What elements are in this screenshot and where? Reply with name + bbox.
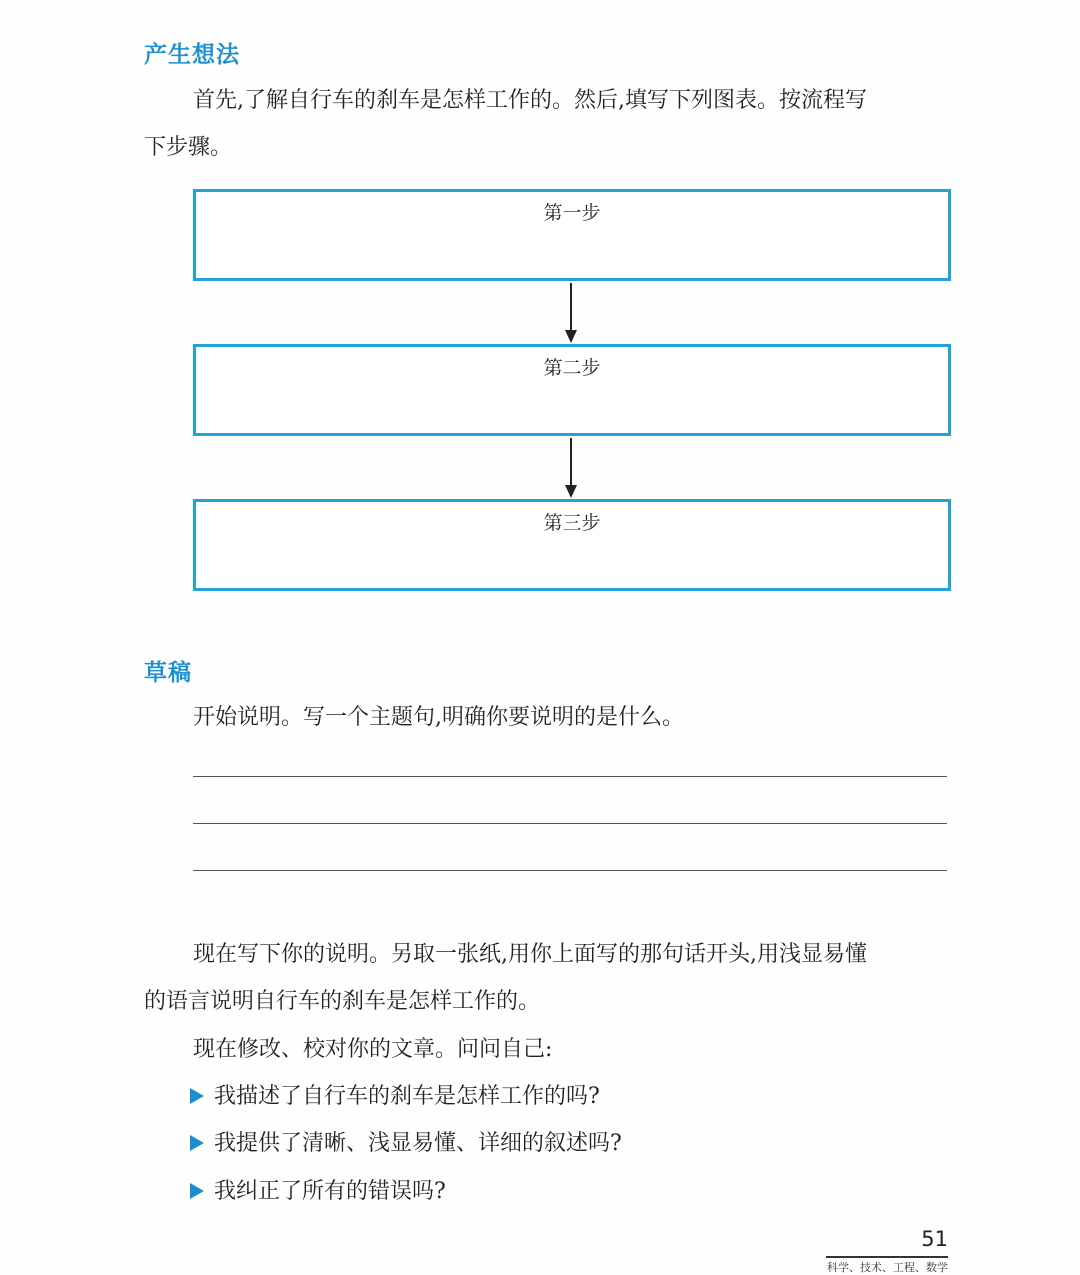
page-number: 51 xyxy=(921,1227,948,1251)
draft-paragraph-line1: 现在写下你的说明。另取一张纸,用你上面写的那句话开头,用浅显易懂 xyxy=(193,942,867,967)
flow-step-box-2[interactable] xyxy=(193,344,951,436)
checklist-text: 我描述了自行车的刹车是怎样工作的吗? xyxy=(214,1084,600,1109)
heading-draft: 草稿 xyxy=(144,660,192,686)
flow-step-box-3[interactable] xyxy=(193,499,951,591)
flow-step-label: 第三步 xyxy=(543,512,601,534)
footer-book-title: 科学、技术、工程、数学 xyxy=(827,1261,948,1274)
checklist-text: 我提供了清晰、浅显易懂、详细的叙述吗? xyxy=(214,1131,622,1156)
draft-instruction: 开始说明。写一个主题句,明确你要说明的是什么。 xyxy=(193,705,684,730)
checklist-item xyxy=(190,1073,600,1120)
triangle-bullet-icon xyxy=(190,1183,204,1199)
draft-paragraph-line2: 的语言说明自行车的刹车是怎样工作的。 xyxy=(144,989,541,1014)
writing-line-1[interactable] xyxy=(193,776,947,777)
triangle-bullet-icon xyxy=(190,1135,204,1151)
checklist-item xyxy=(190,1120,622,1167)
writing-line-2[interactable] xyxy=(193,823,947,824)
flow-step-box-1[interactable] xyxy=(193,189,951,281)
triangle-bullet-icon xyxy=(190,1088,204,1104)
idea-intro-line1: 首先,了解自行车的刹车是怎样工作的。然后,填写下列图表。按流程写 xyxy=(193,88,867,113)
arrow-down-icon xyxy=(565,438,577,498)
footer-divider xyxy=(826,1256,948,1258)
flow-step-label: 第二步 xyxy=(543,357,601,379)
heading-idea: 产生想法 xyxy=(144,42,240,68)
checklist-item xyxy=(190,1168,446,1215)
writing-line-3[interactable] xyxy=(193,870,947,871)
arrow-down-icon xyxy=(565,283,577,343)
idea-intro-line2: 下步骤。 xyxy=(144,135,233,160)
flow-step-label: 第一步 xyxy=(543,202,601,224)
checklist-text: 我纠正了所有的错误吗? xyxy=(214,1179,446,1204)
revise-prompt: 现在修改、校对你的文章。问问自己: xyxy=(193,1037,553,1062)
